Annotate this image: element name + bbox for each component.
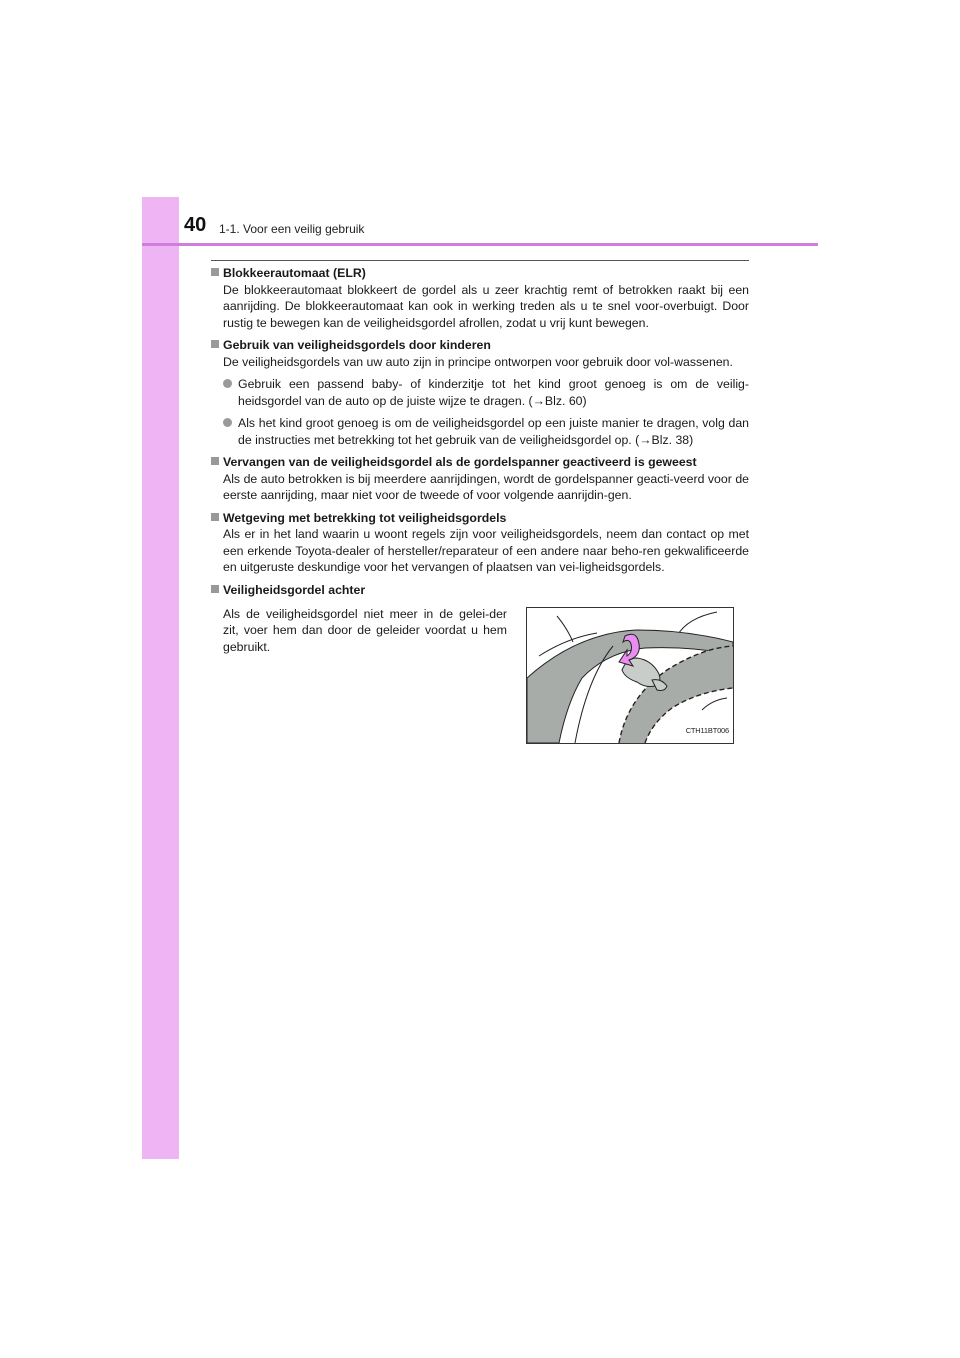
section-heading: Vervangen van de veiligheidsgordel als de gordelspanner geactiveerd is geweest (211, 454, 749, 471)
section-elr (211, 265, 749, 331)
section-legislation (211, 510, 749, 576)
section-heading: Gebruik van veiligheidsgordels door kinderen (211, 337, 749, 354)
section-heading: Blokkeerautomaat (ELR) (211, 265, 749, 282)
list-item: Als het kind groot genoeg is om de veiligheidsgordel op een juiste manier te dragen, volg dan de instructies met betrekking tot het gebruik van de veiligheidsgordel op. (→Blz. 38) (211, 415, 749, 448)
list-item: Gebruik een passend baby- of kinderzitje tot het kind groot genoeg is om de veilig-heidsgordel van de auto op de juiste wijze te dragen. (→Blz. 60) (211, 376, 749, 409)
section-text: De blokkeerautomaat blokkeert de gordel als u zeer krachtig remt of betrokken raakt bij een aanrijding. De blokkeerautomaat kan ook in werking treden als u te snel voor-overbuigt. Door rustig te bewegen kan de veiligheidsgordel afrollen, zodat u vrij kunt bewegen. (223, 282, 749, 330)
page-content (211, 265, 749, 758)
figure-code: CTH11BT006 (685, 726, 729, 735)
belt-guide-illustration (526, 607, 734, 744)
header-divider (142, 243, 818, 246)
section-text: Als de veiligheidsgordel niet meer in de gelei-der zit, voer hem dan door de geleider voordat u hem gebruikt. (223, 606, 507, 654)
section-text: Als de auto betrokken is bij meerdere aanrijdingen, wordt de gordelspanner geacti-veerd voor de eerste aanrijding, maar niet voor de tweede of voor volgende aanrijdin-gen. (223, 471, 749, 502)
section-rule (211, 260, 749, 261)
chapter-sidebar-tab (142, 197, 179, 1159)
section-children (211, 337, 749, 448)
square-bullet-icon (211, 457, 219, 465)
square-bullet-icon (211, 268, 219, 276)
page-number: 40 (184, 214, 207, 236)
square-bullet-icon (211, 585, 219, 593)
section-text: De veiligheidsgordels van uw auto zijn in principe ontworpen voor gebruik door vol-wassenen. (223, 354, 733, 369)
section-pretensioner (211, 454, 749, 504)
square-bullet-icon (211, 340, 219, 348)
square-bullet-icon (211, 513, 219, 521)
round-bullet-icon (223, 418, 232, 427)
round-bullet-icon (223, 379, 232, 388)
section-rear-belt (211, 582, 749, 752)
section-text: Als er in het land waarin u woont regels zijn voor veiligheidsgordels, neem dan contact op met een erkende Toyota-dealer of hersteller/reparateur of een andere naar beho-ren gekwalificeerde en uitgeruste deskundige voor het vervangen of plaatsen van vei-ligheidsgordels. (223, 527, 749, 574)
chapter-title: 1-1. Voor een veilig gebruik (219, 222, 365, 236)
section-heading: Veiligheidsgordel achter (211, 582, 749, 599)
section-heading: Wetgeving met betrekking tot veiligheidsgordels (211, 510, 749, 527)
